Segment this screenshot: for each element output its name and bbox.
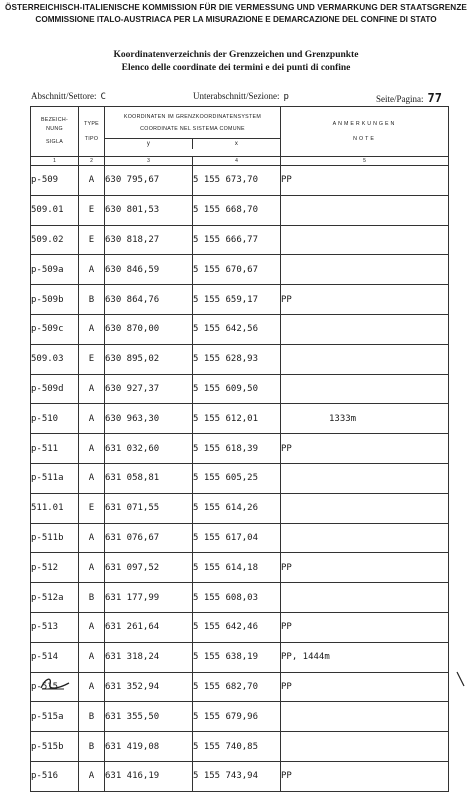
coordinate-y-text: 631 076,67 — [105, 532, 160, 543]
point-id-text: p-515a — [31, 711, 64, 722]
table-row — [31, 463, 449, 493]
point-type-cell — [79, 463, 105, 493]
table-row — [31, 702, 449, 732]
point-id-text: p-509c — [31, 324, 64, 335]
coordinate-x-cell — [193, 434, 281, 464]
coordinate-y-text: 630 963,30 — [105, 413, 160, 424]
table-row — [31, 285, 449, 315]
coordinate-y-text: 631 261,64 — [105, 622, 160, 633]
commission-title-de: ÖSTERREICHISCH-ITALIENISCHE KOMMISSION FÜR DIE VERMESSUNG UND VERMARKUNG DER STAATSGRENZE — [5, 3, 467, 12]
point-type-cell — [79, 225, 105, 255]
coordinate-y-cell — [105, 642, 193, 672]
commission-title-it: COMMISSIONE ITALO-AUSTRIACA PER LA MISURAZIONE E DEMARCAZIONE DEL CONFINE DI STATO — [35, 15, 437, 24]
point-id-cell — [31, 642, 79, 672]
coordinate-x-cell — [193, 583, 281, 613]
coordinate-y-cell — [105, 225, 193, 255]
remark-cell — [281, 285, 449, 315]
point-type-text: A — [88, 413, 95, 424]
remark-text: PP — [281, 443, 292, 454]
coordinate-table — [30, 106, 449, 792]
coordinate-y-cell — [105, 493, 193, 523]
point-id-cell — [31, 344, 79, 374]
point-type-text: E — [88, 205, 95, 216]
coordinate-x-cell — [193, 553, 281, 583]
coordinate-x-cell — [193, 523, 281, 553]
coordinate-x-cell — [193, 702, 281, 732]
coordinate-x-text: 5 155 666,77 — [193, 234, 259, 245]
point-type-text: B — [88, 711, 95, 722]
coord-header-it: COORDINATE NEL SISTEMA COMUNE — [140, 126, 245, 132]
table-body — [31, 166, 449, 792]
point-id-cell — [31, 463, 79, 493]
coordinate-x-cell — [193, 404, 281, 434]
coordinate-x-text: 5 155 679,96 — [193, 711, 259, 722]
coordinate-y-text: 631 355,50 — [105, 711, 160, 722]
coordinate-y-text: 631 097,52 — [105, 562, 160, 573]
column-header-coordinates — [105, 107, 281, 157]
point-id-text: p-512 — [31, 562, 59, 573]
remark-cell — [281, 583, 449, 613]
page-label: Seite/Pagina: — [376, 94, 424, 104]
coordinate-y-cell — [105, 404, 193, 434]
column-header-id — [31, 107, 79, 157]
point-id-text: 509.03 — [31, 354, 64, 365]
coordinate-x-cell — [193, 732, 281, 762]
coordinate-x-cell — [193, 314, 281, 344]
remark-cell — [281, 314, 449, 344]
point-type-cell — [79, 553, 105, 583]
remark-cell — [281, 255, 449, 285]
remark-cell — [281, 374, 449, 404]
point-id-cell — [31, 732, 79, 762]
point-id-cell — [31, 761, 79, 791]
y-header: y — [146, 141, 151, 147]
column-header-notes — [281, 107, 449, 157]
coordinate-x-text: 5 155 642,46 — [193, 622, 259, 633]
point-id-cell — [31, 523, 79, 553]
coordinate-y-cell — [105, 166, 193, 196]
remark-cell — [281, 702, 449, 732]
table-row — [31, 344, 449, 374]
remark-cell — [281, 553, 449, 583]
coordinate-y-text: 631 032,60 — [105, 443, 160, 454]
table-row — [31, 166, 449, 196]
coordinate-x-text: 5 155 609,50 — [193, 383, 259, 394]
header-row — [31, 107, 449, 157]
coordinate-y-text: 630 895,02 — [105, 354, 160, 365]
point-id-text: p-509d — [31, 383, 64, 394]
coordinate-y-text: 630 818,27 — [105, 234, 160, 245]
coordinate-x-cell — [193, 166, 281, 196]
id-header-it: SIGLA — [45, 139, 64, 145]
coordinate-x-cell — [193, 672, 281, 702]
point-type-cell — [79, 255, 105, 285]
point-type-text: A — [88, 532, 95, 543]
section-value: C — [100, 92, 106, 102]
remark-cell — [281, 493, 449, 523]
coordinate-x-text: 5 155 740,85 — [193, 741, 259, 752]
coordinate-x-cell — [193, 195, 281, 225]
point-type-cell — [79, 195, 105, 225]
margin-tick-mark — [455, 668, 467, 690]
document-title-it: Elenco delle coordinate dei termini e dei punti di confine — [121, 63, 351, 73]
subsection-label: Unterabschnitt/Sezione: — [193, 91, 280, 101]
coordinate-x-text: 5 155 628,93 — [193, 354, 259, 365]
coordinate-x-text: 5 155 605,25 — [193, 473, 259, 484]
section-field — [31, 91, 106, 102]
point-type-text: A — [88, 383, 95, 394]
table-row — [31, 404, 449, 434]
point-type-cell — [79, 285, 105, 315]
point-type-text: E — [88, 234, 95, 245]
remark-cell — [281, 195, 449, 225]
point-type-text: A — [88, 473, 95, 484]
coordinate-y-text: 631 352,94 — [105, 681, 160, 692]
point-type-cell — [79, 374, 105, 404]
coordinate-y-text: 630 927,37 — [105, 383, 160, 394]
table-row — [31, 255, 449, 285]
remark-text: PP — [281, 771, 292, 782]
coordinate-x-cell — [193, 255, 281, 285]
document-title-de: Koordinatenverzeichnis der Grenzzeichen und Grenzpunkte — [113, 50, 359, 60]
table-row — [31, 761, 449, 791]
coordinate-x-cell — [193, 225, 281, 255]
point-type-cell — [79, 761, 105, 791]
coordinate-x-cell — [193, 374, 281, 404]
point-id-cell — [31, 612, 79, 642]
coordinate-y-cell — [105, 612, 193, 642]
point-type-text: A — [88, 622, 95, 633]
point-type-cell — [79, 523, 105, 553]
x-header: x — [192, 139, 280, 149]
coordinate-x-text: 5 155 618,39 — [193, 443, 259, 454]
point-type-cell — [79, 166, 105, 196]
coordinate-y-text: 630 864,76 — [105, 294, 160, 305]
table-row — [31, 434, 449, 464]
coordinate-y-text: 631 416,19 — [105, 771, 160, 782]
point-id-text: p-509a — [31, 264, 64, 275]
coordinate-y-text: 630 870,00 — [105, 324, 160, 335]
coordinate-x-cell — [193, 612, 281, 642]
point-type-text: A — [88, 175, 95, 186]
coordinate-x-text: 5 155 612,01 — [193, 413, 259, 424]
point-id-cell — [31, 434, 79, 464]
coordinate-x-cell — [193, 285, 281, 315]
point-id-text: p-509b — [31, 294, 64, 305]
coordinate-y-cell — [105, 374, 193, 404]
point-type-text: E — [88, 354, 95, 365]
coordinate-y-cell — [105, 255, 193, 285]
point-type-cell — [79, 642, 105, 672]
point-id-cell — [31, 255, 79, 285]
id-header-de: BEZEICH- — [40, 117, 69, 123]
point-type-text: A — [88, 562, 95, 573]
point-id-text: p-511a — [31, 473, 64, 484]
notes-header-it: NOTE — [353, 135, 376, 142]
point-id-cell — [31, 553, 79, 583]
handwritten-mark — [38, 675, 72, 691]
point-type-text: A — [88, 324, 95, 335]
coordinate-y-cell — [105, 285, 193, 315]
point-id-cell — [31, 404, 79, 434]
table-row — [31, 493, 449, 523]
point-type-cell — [79, 344, 105, 374]
point-type-cell — [79, 672, 105, 702]
point-id-cell — [31, 285, 79, 315]
point-type-text: B — [88, 592, 95, 603]
point-type-cell — [79, 314, 105, 344]
remark-cell — [281, 523, 449, 553]
table-row — [31, 225, 449, 255]
column-number: 4 — [193, 157, 281, 166]
coordinate-y-cell — [105, 672, 193, 702]
coordinate-x-text: 5 155 673,70 — [193, 175, 259, 186]
table-row — [31, 642, 449, 672]
remark-text: PP — [281, 681, 292, 692]
coordinate-y-text: 630 846,59 — [105, 264, 160, 275]
table-row — [31, 195, 449, 225]
point-type-text: E — [88, 503, 95, 514]
point-type-cell — [79, 583, 105, 613]
point-id-cell — [31, 166, 79, 196]
point-id-cell — [31, 314, 79, 344]
point-type-text: B — [88, 294, 95, 305]
coordinate-x-cell — [193, 463, 281, 493]
coordinate-x-cell — [193, 761, 281, 791]
coordinate-y-cell — [105, 195, 193, 225]
remark-cell — [281, 732, 449, 762]
coordinate-x-text: 5 155 608,03 — [193, 592, 259, 603]
coordinate-x-text: 5 155 682,70 — [193, 681, 259, 692]
point-id-text: p-511b — [31, 532, 64, 543]
remark-cell — [281, 672, 449, 702]
column-number-row — [31, 157, 449, 166]
table-row — [31, 314, 449, 344]
point-id-text: p-516 — [31, 771, 59, 782]
remark-cell — [281, 404, 449, 434]
point-id-cell — [31, 374, 79, 404]
coordinate-y-text: 630 801,53 — [105, 205, 160, 216]
page-number: 77 — [427, 91, 442, 105]
point-id-text: p-515b — [31, 741, 64, 752]
point-type-cell — [79, 434, 105, 464]
point-id-text: p-510 — [31, 413, 59, 424]
point-id-text: 511.01 — [31, 503, 64, 514]
point-id-cell — [31, 225, 79, 255]
remark-cell — [281, 463, 449, 493]
point-id-cell — [31, 583, 79, 613]
point-id-text: p-511 — [31, 443, 59, 454]
remark-text: PP — [281, 622, 292, 633]
coordinate-y-text: 631 318,24 — [105, 652, 160, 663]
coordinate-x-text: 5 155 638,19 — [193, 652, 259, 663]
coordinate-x-text: 5 155 659,17 — [193, 294, 259, 305]
remark-cell — [281, 225, 449, 255]
point-id-text: p-509 — [31, 175, 59, 186]
coordinate-y-cell — [105, 523, 193, 553]
altitude-note: 1333m — [329, 413, 357, 424]
coordinate-x-text: 5 155 668,70 — [193, 205, 259, 216]
id-header-de-2: NUNG — [46, 126, 63, 132]
coordinate-y-text: 631 071,55 — [105, 503, 160, 514]
point-id-cell — [31, 493, 79, 523]
coord-axis-row — [105, 138, 280, 149]
coordinate-x-cell — [193, 642, 281, 672]
coordinate-y-cell — [105, 732, 193, 762]
table-row — [31, 553, 449, 583]
type-header-it: TIPO — [84, 135, 99, 142]
remark-cell — [281, 166, 449, 196]
section-label: Abschnitt/Settore: — [31, 91, 97, 101]
coordinate-x-cell — [193, 344, 281, 374]
table-row — [31, 732, 449, 762]
coordinate-y-text: 631 058,81 — [105, 473, 160, 484]
coordinate-y-text: 631 419,08 — [105, 741, 160, 752]
type-header-de: TYPE — [83, 120, 100, 127]
table-row — [31, 612, 449, 642]
point-id-text: p-513 — [31, 622, 59, 633]
column-header-type — [79, 107, 105, 157]
page-field — [376, 91, 442, 105]
point-id-text: p-514 — [31, 652, 59, 663]
coordinate-y-cell — [105, 344, 193, 374]
point-type-text: A — [88, 443, 95, 454]
coordinate-y-cell — [105, 702, 193, 732]
coord-header-de: KOORDINATEN IM GRENZKOORDINATENSYSTEM — [123, 114, 262, 120]
coordinate-y-cell — [105, 314, 193, 344]
coordinate-x-text: 5 155 642,56 — [193, 324, 259, 335]
point-type-cell — [79, 404, 105, 434]
column-number: 5 — [281, 157, 449, 166]
point-type-cell — [79, 612, 105, 642]
remark-text: PP — [281, 562, 292, 573]
point-id-text: 509.01 — [31, 205, 64, 216]
coordinate-y-cell — [105, 553, 193, 583]
column-number: 3 — [105, 157, 193, 166]
table-row — [31, 523, 449, 553]
point-type-cell — [79, 493, 105, 523]
coordinate-x-text: 5 155 743,94 — [193, 771, 259, 782]
coordinate-y-text: 630 795,67 — [105, 175, 160, 186]
coordinate-y-cell — [105, 761, 193, 791]
point-id-text: 509.02 — [31, 234, 64, 245]
remark-cell — [281, 642, 449, 672]
point-type-text: B — [88, 741, 95, 752]
coordinate-x-cell — [193, 493, 281, 523]
remark-text: PP — [281, 175, 292, 186]
point-id-text: p-512a — [31, 592, 64, 603]
coordinate-y-text: 631 177,99 — [105, 592, 160, 603]
notes-header-de: ANMERKUNGEN — [332, 120, 397, 127]
coordinate-x-text: 5 155 670,67 — [193, 264, 259, 275]
remark-text: PP, 1444m — [281, 652, 330, 663]
coordinate-y-cell — [105, 583, 193, 613]
remark-cell — [281, 761, 449, 791]
coordinate-x-text: 5 155 614,18 — [193, 562, 259, 573]
table-row — [31, 583, 449, 613]
column-number: 1 — [31, 157, 79, 166]
coordinate-x-text: 5 155 614,26 — [193, 503, 259, 514]
point-id-text: p-515 — [31, 681, 59, 692]
remark-text: PP — [281, 294, 292, 305]
point-type-cell — [79, 732, 105, 762]
subsection-field — [193, 91, 289, 102]
point-id-cell — [31, 702, 79, 732]
coordinate-y-cell — [105, 463, 193, 493]
remark-cell — [281, 434, 449, 464]
table-row — [31, 374, 449, 404]
point-type-text: A — [88, 264, 95, 275]
table-row — [31, 672, 449, 702]
point-type-text: A — [88, 681, 95, 692]
coordinate-x-text: 5 155 617,04 — [193, 532, 259, 543]
point-id-cell — [31, 195, 79, 225]
subsection-value: p — [283, 92, 289, 102]
point-type-text: A — [88, 771, 95, 782]
point-type-cell — [79, 702, 105, 732]
coordinate-y-cell — [105, 434, 193, 464]
remark-cell — [281, 344, 449, 374]
remark-cell — [281, 612, 449, 642]
point-type-text: A — [88, 652, 95, 663]
column-number: 2 — [79, 157, 105, 166]
